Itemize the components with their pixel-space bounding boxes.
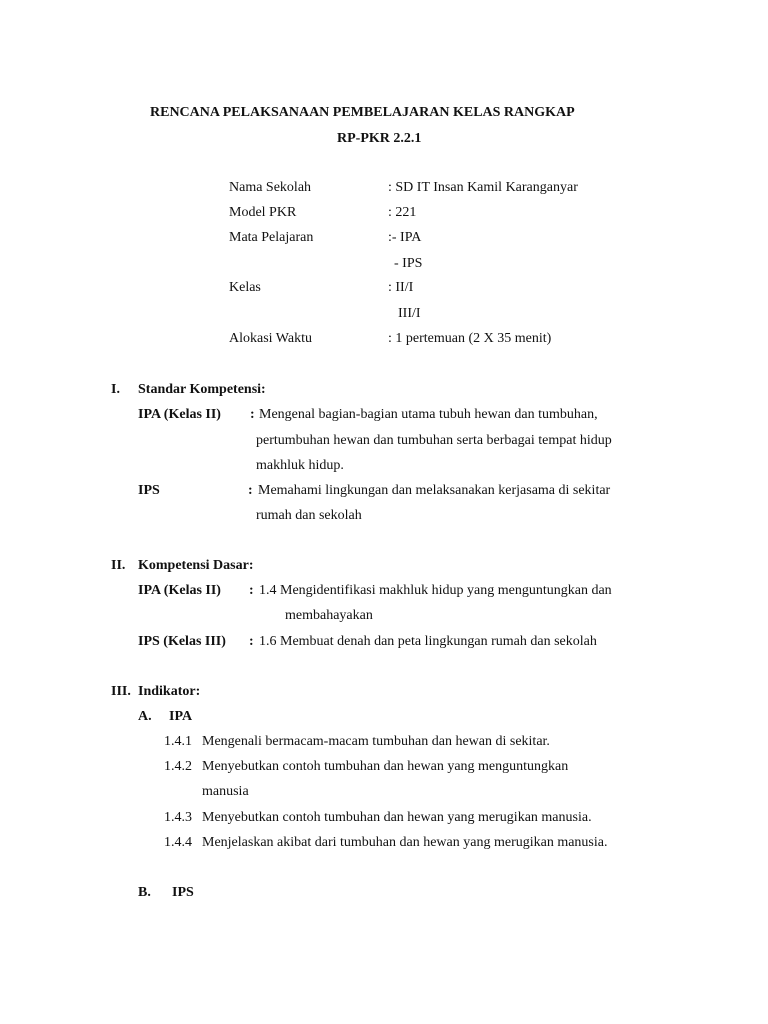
subsection-letter: B.: [138, 885, 151, 900]
ips-label: IPS (Kelas III): [138, 634, 226, 649]
ipa-text-line: membahayakan: [285, 608, 373, 623]
indicator-text: Menyebutkan contoh tumbuhan dan hewan yang merugikan manusia.: [202, 810, 592, 825]
model-value: : 221: [388, 205, 417, 220]
section-heading: Kompetensi Dasar:: [138, 558, 254, 573]
document-code: RP-PKR 2.2.1: [337, 131, 422, 146]
indicator-number: 1.4.4: [164, 835, 192, 850]
subsection-title: IPS: [172, 885, 194, 900]
indicator-number: 1.4.2: [164, 759, 192, 774]
colon: :: [249, 583, 254, 598]
indicator-text: manusia: [202, 784, 249, 799]
school-label: Nama Sekolah: [229, 180, 312, 195]
colon: :: [248, 483, 253, 498]
model-label: Model PKR: [229, 205, 297, 220]
document-title: RENCANA PELAKSANAAN PEMBELAJARAN KELAS RANGKAP: [150, 105, 575, 120]
section-numeral: I.: [111, 382, 120, 397]
indicator-text: Menjelaskan akibat dari tumbuhan dan hewan yang merugikan manusia.: [202, 835, 608, 850]
ips-text-line: 1.6 Membuat denah dan peta lingkungan rumah dan sekolah: [259, 634, 597, 649]
ipa-text-line: Mengenal bagian-bagian utama tubuh hewan dan tumbuhan,: [259, 407, 598, 422]
ips-label: IPS: [138, 483, 160, 498]
indicator-text: Menyebutkan contoh tumbuhan dan hewan yang menguntungkan: [202, 759, 569, 774]
ipa-text-line: makhluk hidup.: [256, 458, 344, 473]
ips-text-line: Memahami lingkungan dan melaksanakan kerjasama di sekitar: [258, 483, 611, 498]
section-numeral: II.: [111, 558, 126, 573]
colon: :: [249, 634, 254, 649]
ipa-label: IPA (Kelas II): [138, 407, 221, 422]
subject-value-ipa: :- IPA: [388, 230, 422, 245]
ipa-text-line: 1.4 Mengidentifikasi makhluk hidup yang menguntungkan dan: [259, 583, 612, 598]
subject-label: Mata Pelajaran: [229, 230, 314, 245]
class-value-1: : II/I: [388, 280, 414, 295]
time-value: : 1 pertemuan (2 X 35 menit): [388, 331, 552, 346]
time-label: Alokasi Waktu: [229, 331, 312, 346]
ipa-text-line: pertumbuhan hewan dan tumbuhan serta berbagai tempat hidup: [256, 433, 612, 448]
section-numeral: III.: [111, 684, 131, 699]
indicator-number: 1.4.1: [164, 734, 192, 749]
colon: :: [250, 407, 255, 422]
section-heading: Standar Kompetensi:: [138, 382, 266, 397]
subsection-title: IPA: [169, 709, 193, 724]
ips-text-line: rumah dan sekolah: [256, 508, 362, 523]
indicator-text: Mengenali bermacam-macam tumbuhan dan hewan di sekitar.: [202, 734, 550, 749]
section-heading: Indikator:: [138, 684, 201, 699]
school-value: : SD IT Insan Kamil Karanganyar: [388, 180, 578, 195]
class-value-2: III/I: [398, 306, 421, 321]
class-label: Kelas: [229, 280, 261, 295]
subsection-letter: A.: [138, 709, 152, 724]
ipa-label: IPA (Kelas II): [138, 583, 221, 598]
indicator-number: 1.4.3: [164, 810, 192, 825]
subject-value-ips: - IPS: [394, 256, 423, 271]
